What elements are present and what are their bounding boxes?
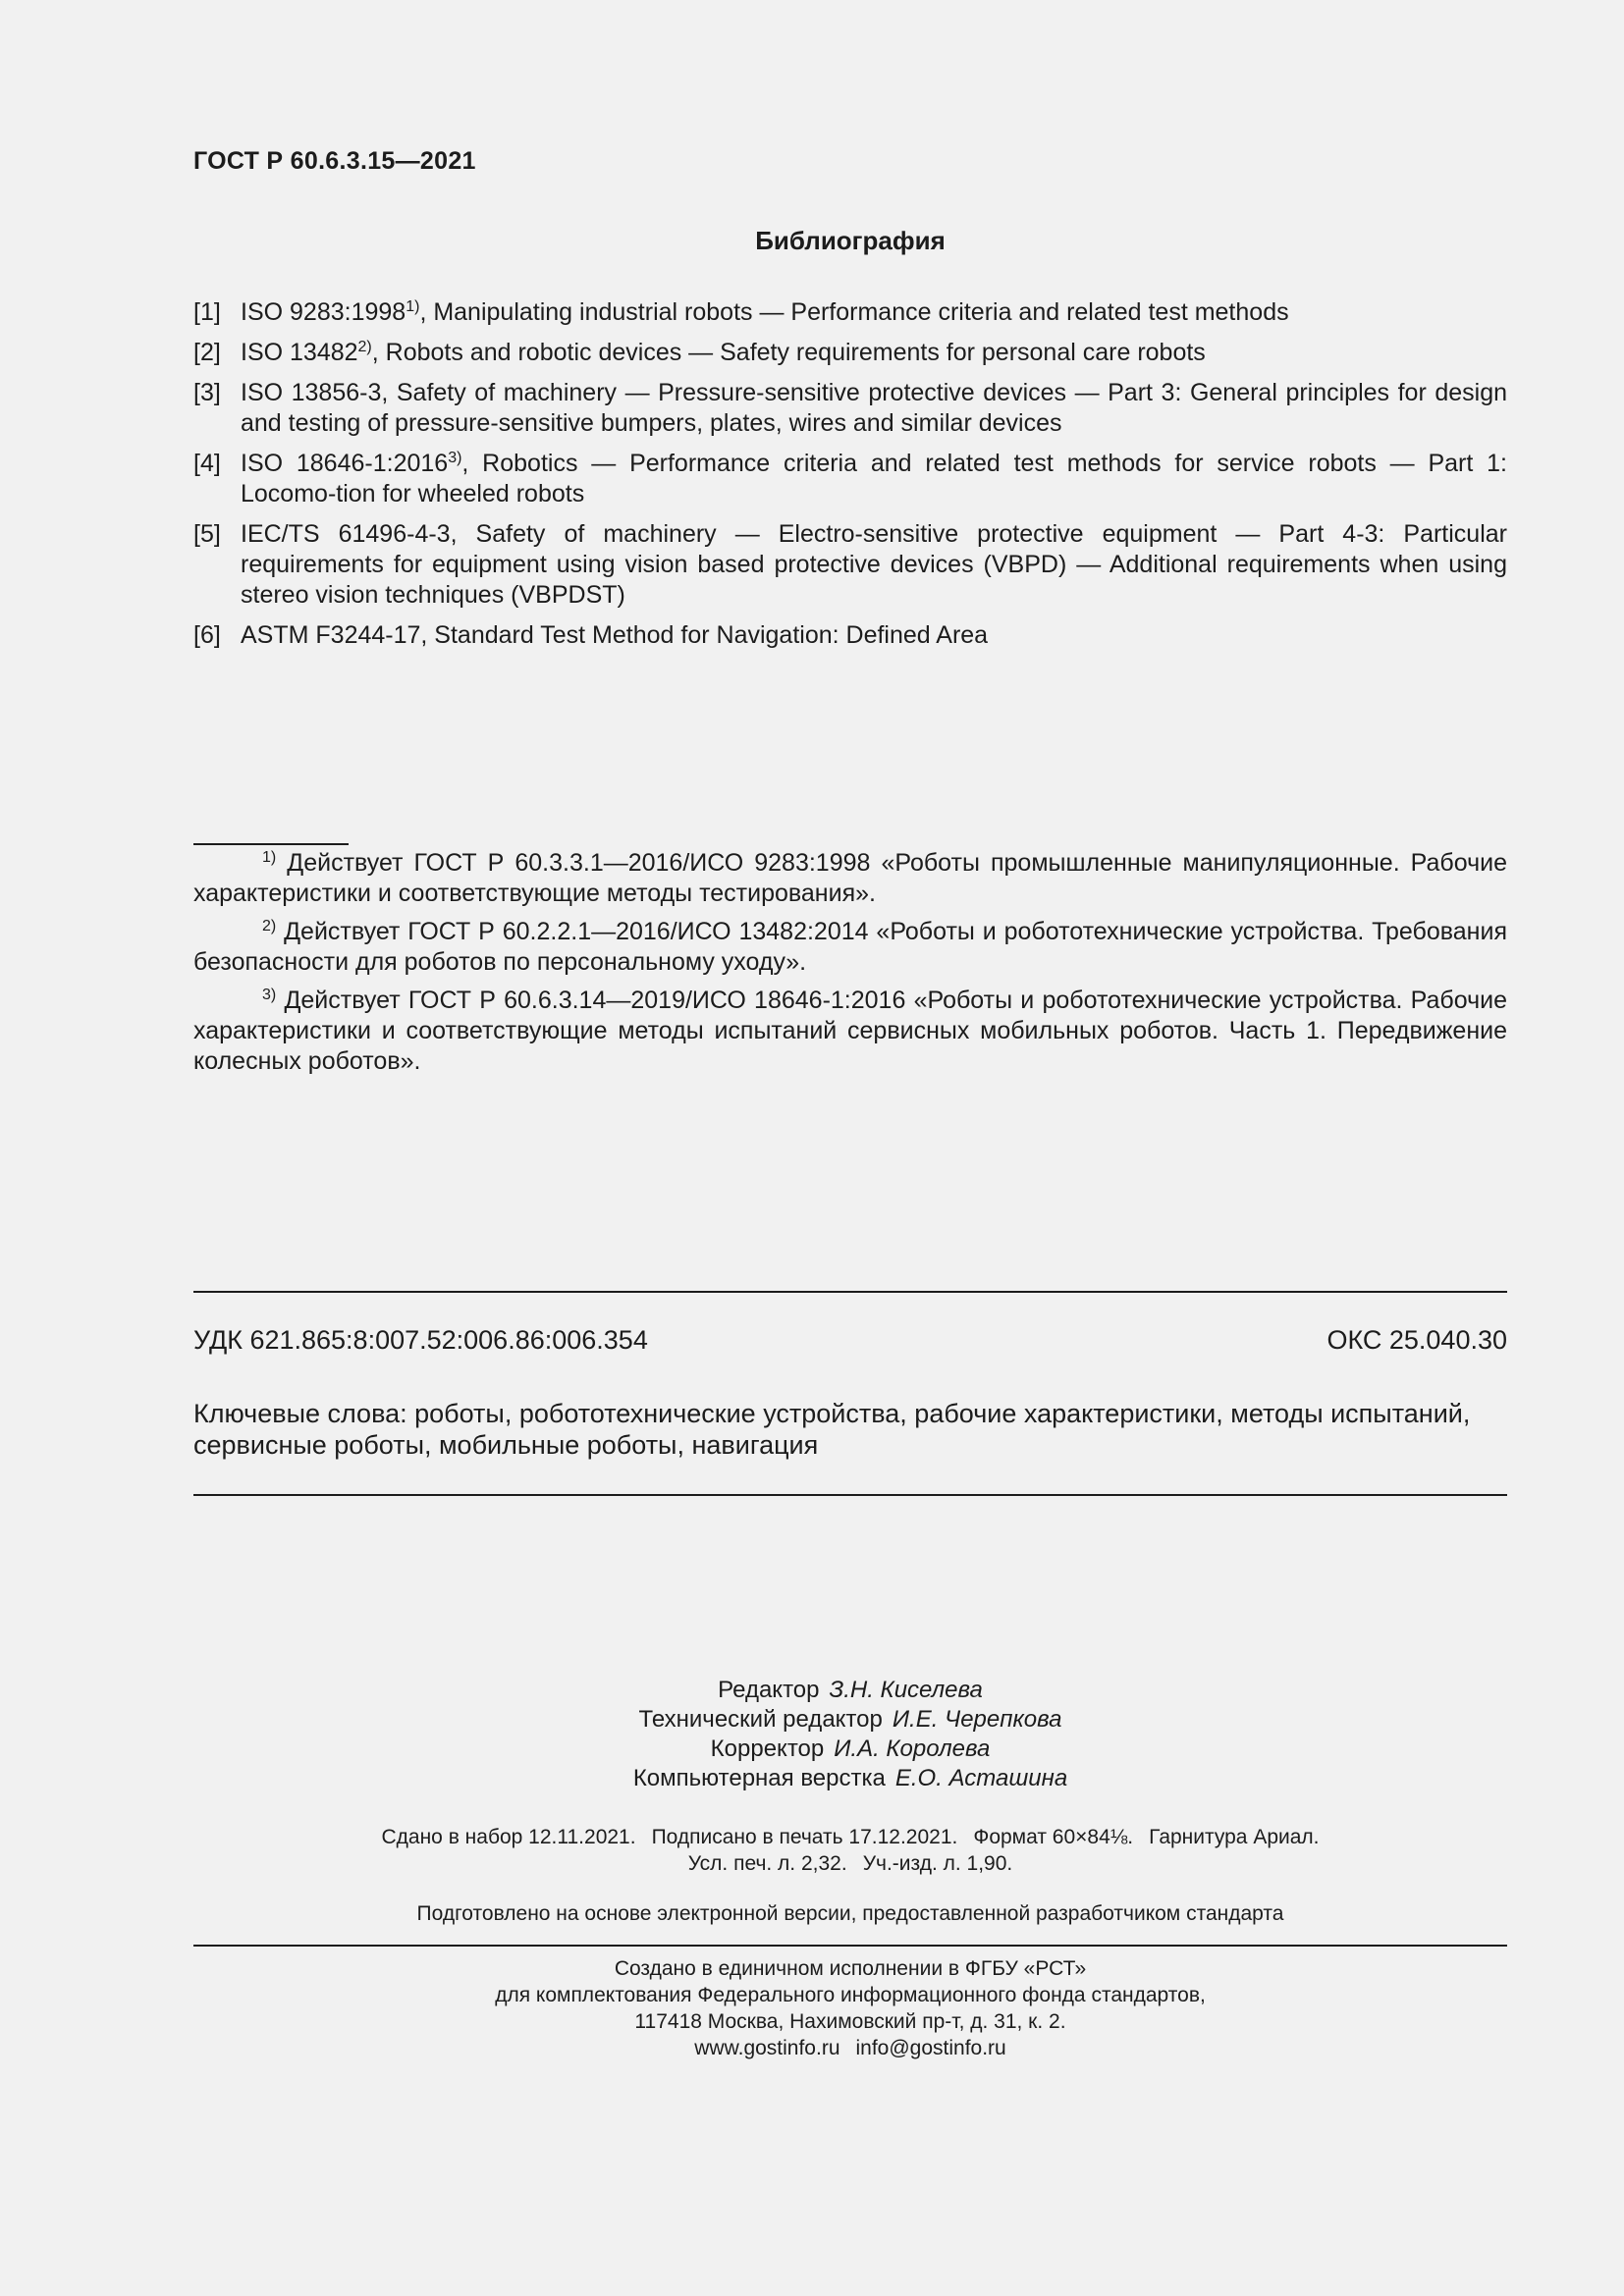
bibliography-item-number: [6] xyxy=(193,621,221,649)
bibliography-item-number: [2] xyxy=(193,339,221,366)
bibliography-item-1 xyxy=(193,297,1507,328)
credits xyxy=(193,1676,1507,1793)
footnote-text: Действует ГОСТ Р 60.3.3.1—2016/ИСО 9283:1998 «Роботы промышленные манипуляционные. Рабочие характеристики и соответствующие методы тестирования». xyxy=(193,849,1507,907)
credit-role: Технический редактор xyxy=(638,1706,883,1733)
bibliography-item-text: , Robotics — Performance criteria and related test methods for service robots — Part 1: Locomo-tion for wheeled robots xyxy=(241,450,1507,507)
publisher-address: 117418 Москва, Нахимовский пр-т, д. 31, к. 2. xyxy=(634,2010,1066,2033)
standard-number: ГОСТ Р 60.6.3.15—2021 xyxy=(193,147,476,175)
footnote-2 xyxy=(193,917,1507,978)
divider-bottom xyxy=(193,1494,1507,1496)
imprint-print-sheets: Усл. печ. л. 2,32. xyxy=(687,1852,847,1875)
imprint-line-1 xyxy=(193,1824,1507,1850)
footnotes xyxy=(193,848,1507,1085)
credit-person: И.А. Королева xyxy=(834,1735,991,1762)
keywords: Ключевые слова: роботы, робототехнические устройства, рабочие характеристики, методы испытаний, сервисные роботы, мобильные роботы, навигация xyxy=(193,1399,1471,1460)
imprint-typeface: Гарнитура Ариал. xyxy=(1149,1826,1320,1848)
credit-person: Е.О. Асташина xyxy=(894,1765,1068,1791)
imprint-submitted: Сдано в набор 12.11.2021. xyxy=(381,1826,636,1848)
imprint-line-2 xyxy=(193,1850,1507,1877)
credit-role: Редактор xyxy=(718,1677,820,1703)
bibliography-item-ref: ISO 9283:1998 xyxy=(241,298,406,326)
footnote-mark: 3) xyxy=(262,987,277,1003)
oks-code: ОКС 25.040.30 xyxy=(1326,1325,1507,1355)
credit-role: Компьютерная верстка xyxy=(632,1765,886,1791)
publisher-contacts xyxy=(193,2035,1507,2061)
website-link[interactable]: www.gostinfo.ru xyxy=(694,2037,840,2059)
publisher-info xyxy=(193,1955,1507,2061)
prepared-note: Подготовлено на основе электронной версии, предоставленной разработчиком стандарта xyxy=(416,1902,1284,1925)
bibliography-item-number: [4] xyxy=(193,450,221,477)
bibliography-item-ref: ASTM F3244-17, Standard Test Method for Navigation: Defined Area xyxy=(241,621,989,649)
footnote-mark: 1) xyxy=(406,298,420,315)
footnote-text: Действует ГОСТ Р 60.2.2.1—2016/ИСО 13482:2014 «Роботы и робототехнические устройства. Требования безопасности для роботов по персональному уходу». xyxy=(193,918,1507,976)
bibliography-item-4 xyxy=(193,449,1507,509)
bibliography-item-ref: ISO 13482 xyxy=(241,339,358,366)
credit-person: З.Н. Киселева xyxy=(829,1677,983,1703)
divider-imprint xyxy=(193,1945,1507,1947)
footnote-mark: 2) xyxy=(262,918,277,934)
publisher-line-2: для комплектования Федерального информационного фонда стандартов, xyxy=(495,1984,1206,2006)
divider-top xyxy=(193,1291,1507,1293)
credit-tech-editor xyxy=(193,1705,1507,1735)
bibliography-item-number: [5] xyxy=(193,520,221,548)
footnote-mark: 1) xyxy=(262,849,277,866)
udk-code: УДК 621.865:8:007.52:006.86:006.354 xyxy=(193,1325,648,1355)
imprint-format: Формат 60×84⅛. xyxy=(973,1826,1134,1848)
bibliography-item-ref: ISO 18646-1:2016 xyxy=(241,450,449,477)
bibliography-item-ref: IEC/TS 61496-4-3, Safety of machinery — Electro-sensitive protective equipment — Part 4-3: Particular requirements for equipment using vision based protective devices (VBPD) — Additional requirements when using stereo vision techniques (VBPDST) xyxy=(241,520,1507,609)
bibliography-item-3 xyxy=(193,378,1507,439)
bibliography-item-5 xyxy=(193,519,1507,611)
credit-layout xyxy=(193,1764,1507,1793)
footnote-text: Действует ГОСТ Р 60.6.3.14—2019/ИСО 18646-1:2016 «Роботы и робототехнические устройства. Рабочие характеристики и соответствующие методы испытаний сервисных мобильных роботов. Часть 1. Передвижение колесных роботов». xyxy=(193,987,1507,1075)
bibliography-item-ref: ISO 13856-3, Safety of machinery — Pressure-sensitive protective devices — Part 3: General principles for design and testing of pressure-sensitive bumpers, plates, wires and similar devices xyxy=(241,379,1507,437)
credit-role: Корректор xyxy=(710,1735,825,1762)
footnote-1 xyxy=(193,848,1507,909)
bibliography-item-text: , Manipulating industrial robots — Performance criteria and related test methods xyxy=(419,298,1289,326)
footnote-mark: 3) xyxy=(448,450,462,466)
imprint xyxy=(193,1824,1507,1877)
footnote-separator xyxy=(193,843,349,845)
footnote-3 xyxy=(193,986,1507,1077)
credit-person: И.Е. Черепкова xyxy=(892,1706,1062,1733)
imprint-edit-sheets: Уч.-изд. л. 1,90. xyxy=(862,1852,1013,1875)
credit-editor xyxy=(193,1676,1507,1705)
imprint-signed: Подписано в печать 17.12.2021. xyxy=(651,1826,958,1848)
bibliography-item-text: , Robots and robotic devices — Safety requirements for personal care robots xyxy=(371,339,1206,366)
bibliography-list xyxy=(193,297,1507,661)
bibliography-item-number: [3] xyxy=(193,379,221,406)
bibliography-title: Библиография xyxy=(755,226,946,255)
bibliography-item-6 xyxy=(193,620,1507,651)
footnote-mark: 2) xyxy=(357,339,372,355)
credit-proofreader xyxy=(193,1735,1507,1764)
bibliography-item-number: [1] xyxy=(193,298,221,326)
email-link[interactable]: info@gostinfo.ru xyxy=(855,2037,1006,2059)
publisher-line-1: Создано в единичном исполнении в ФГБУ «РСТ» xyxy=(614,1957,1087,1980)
bibliography-item-2 xyxy=(193,338,1507,368)
